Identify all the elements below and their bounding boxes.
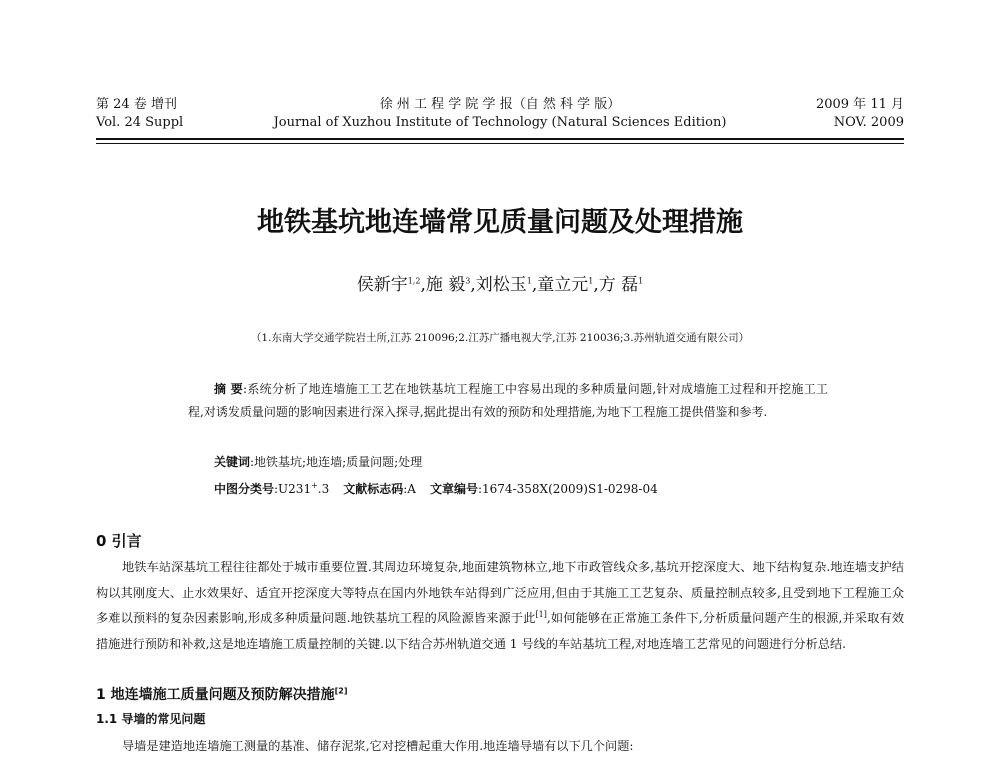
keywords bbox=[214, 453, 834, 470]
author-affil-mark: 1 bbox=[588, 276, 594, 286]
journal-header bbox=[0, 96, 1000, 136]
issue-date-en: NOV. 2009 bbox=[833, 115, 904, 130]
doc-code-label: 文献标志码 bbox=[343, 482, 404, 496]
para-text: 地铁车站深基坑工程往往都处于城市重要位置.其周边环境复杂,地面建筑物林立,地下市政管线众多,基坑开挖深度大、地下结构复杂.地连墙支护结构以其刚度大、止水效果好、适宜开挖深度大等特点在国内外地铁车站得到广泛应用,但由于其施工工艺复杂、质量控制点较多,且受到地下工程施工众多难以预料的复杂因素影响,形成多种质量问题.地铁基坑工程的风险源皆来源于此 bbox=[96, 560, 904, 625]
section-0-body bbox=[96, 555, 904, 657]
section-1-heading-text: 1 地连墙施工质量问题及预防解决措施 bbox=[96, 687, 335, 703]
section-0-heading: 0 引言 bbox=[96, 532, 142, 550]
header-rule-thin bbox=[96, 143, 904, 144]
volume-info bbox=[96, 96, 183, 132]
clc-value: :U231 bbox=[274, 482, 312, 496]
article-number-value: :1674-358X(2009)S1-0298-04 bbox=[477, 482, 658, 496]
author-name: 侯新宇 bbox=[356, 275, 408, 295]
header-rule-thick bbox=[96, 138, 904, 140]
author-name: 方 磊 bbox=[598, 275, 639, 295]
section-0-paragraph bbox=[96, 555, 904, 657]
keywords-label: 关键词 bbox=[214, 455, 251, 469]
volume-cn: 第 24 卷 增刊 bbox=[96, 97, 177, 112]
volume-en: Vol. 24 Suppl bbox=[96, 115, 184, 130]
citation-ref: [2] bbox=[334, 686, 348, 696]
section-1-1-paragraph: 导墙是建造地连墙施工测量的基准、储存泥浆,它对挖槽起重大作用.地连墙导墙有以下几个问题: bbox=[122, 739, 634, 753]
author-list: 侯新宇$^{1,2}$,施 毅$^3$,刘松玉$^1$,童立元$^1$,方 磊$^1$ bbox=[356, 275, 644, 295]
citation-ref: [1] bbox=[535, 609, 547, 619]
classification-line bbox=[214, 480, 834, 497]
author-name: 刘松玉 bbox=[475, 275, 527, 295]
clc-sup: + bbox=[311, 481, 318, 490]
journal-name bbox=[220, 96, 780, 132]
article-number-label: 文章编号 bbox=[429, 482, 478, 496]
paper-title: 地铁基坑地连墙常见质量问题及处理措施 bbox=[257, 207, 743, 238]
author-affil-mark: 1,2 bbox=[407, 276, 421, 286]
keywords-text: :地铁基坑;地连墙;质量问题;处理 bbox=[250, 455, 423, 469]
clc-suffix: .3 bbox=[317, 482, 330, 496]
para-text: ,如何能够在正常施工条件下,分析质量问题产生的根源,并采取有效措施进行预防和补救,这是地连墙施工质量控制的关键.以下结合苏州轨道交通 1 号线的车站基坑工程,对地连墙工艺常见的问题进行分析总结. bbox=[96, 611, 905, 651]
section-1-1-body bbox=[96, 734, 904, 759]
author-name: 施 毅 bbox=[425, 275, 466, 295]
issue-date bbox=[816, 96, 904, 132]
author-affil-mark: 1 bbox=[638, 276, 644, 286]
section-1-heading bbox=[96, 684, 348, 704]
issue-date-cn: 2009 年 11 月 bbox=[815, 97, 904, 112]
author-affil-mark: 3 bbox=[465, 276, 471, 286]
author-affil-mark: 1 bbox=[526, 276, 532, 286]
section-1-1-heading: 1.1 导墙的常见问题 bbox=[96, 712, 206, 726]
journal-name-en: Journal of Xuzhou Institute of Technology (Natural Sciences Edition) bbox=[273, 115, 727, 130]
author-name: 童立元 bbox=[537, 275, 589, 295]
journal-name-cn: 徐 州 工 程 学 院 学 报（自 然 科 学 版） bbox=[379, 97, 621, 112]
abstract-text: :系统分析了地连墙施工工艺在地铁基坑工程施工中容易出现的多种质量问题,针对成墙施工过程和开挖施工工程,对诱发质量问题的影响因素进行深入探寻,据此提出有效的预防和处理措施,为地下工程施工提供借鉴和参考. bbox=[188, 382, 828, 419]
affiliations: （1.东南大学交通学院岩土所,江苏 210096;2.江苏广播电视大学,江苏 210036;3.苏州轨道交通有限公司） bbox=[250, 332, 750, 344]
doc-code-value: :A bbox=[403, 482, 416, 496]
abstract bbox=[188, 378, 828, 424]
clc-label: 中图分类号 bbox=[214, 482, 275, 496]
abstract-label: 摘 要 bbox=[214, 382, 243, 396]
